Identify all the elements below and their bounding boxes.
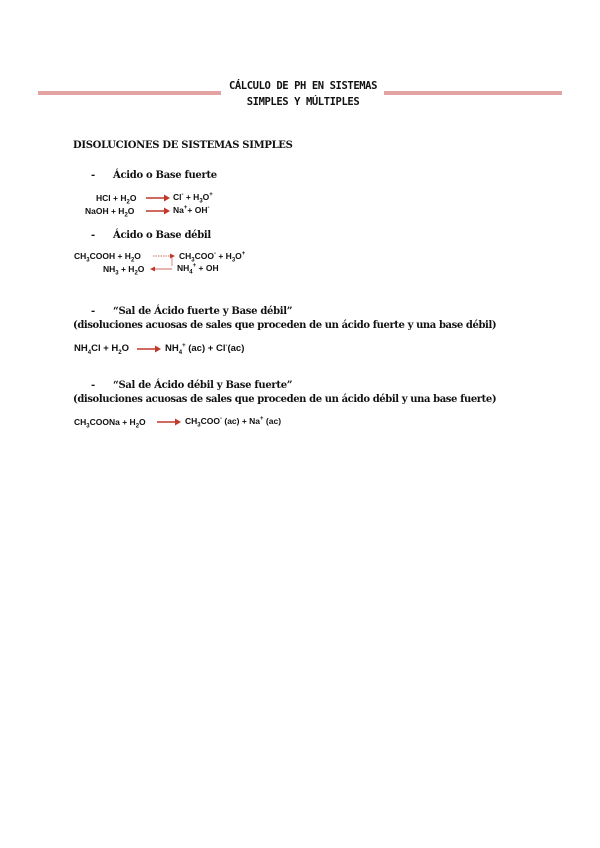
eq-naoh-products: Na++ OH- — [173, 205, 210, 215]
eq-naoh-reactants: NaOH + $H_2O$ — [85, 206, 135, 219]
section-heading: DISOLUCIONES DE SISTEMAS SIMPLES — [73, 140, 293, 151]
bullet-dash: - — [91, 170, 95, 181]
bullet-dash: - — [91, 380, 95, 391]
eq-acetic-reactants: $CH_3COOH + H_2O$ — [74, 251, 141, 264]
eq-nh3-products: $NH_4^+$ + OH — [177, 263, 219, 276]
eq-nh4cl-products: $NH_4^+$ (ac) + Cl-(ac) — [165, 342, 245, 356]
bullet-dash: - — [91, 306, 95, 317]
eq-acona-reactants: $CH_3COONa + H_2O$ — [74, 417, 146, 430]
eq-nh3-reactants: $NH_3 + H_2O$ — [103, 264, 145, 277]
bullet-salt-1-label: “Sal de Ácido fuerte y Base débil” — [113, 306, 293, 317]
eq-acona-products: $CH_3COO^-$ (ac) + Na+ (ac) — [185, 416, 282, 429]
reaction-arrow-icon — [146, 194, 170, 202]
eq-hcl-products: $Cl^- + H_3O^+$ — [173, 192, 213, 205]
equilibrium-arrow-icon — [150, 265, 174, 273]
page-title-line-2: SIMPLES Y MÚLTIPLES — [246, 96, 360, 108]
bullet-salt-2-note: (disoluciones acuosas de sales que proceden de un ácido débil y una base fuerte) — [73, 394, 497, 405]
page-title-line-1: CÁLCULO DE PH EN SISTEMAS — [228, 80, 378, 92]
bullet-strong-label: Ácido o Base fuerte — [113, 170, 217, 181]
bullet-salt-2-label: “Sal de Ácido débil y Base fuerte” — [113, 380, 293, 391]
reaction-arrow-icon — [157, 418, 181, 426]
bullet-dash: - — [91, 230, 95, 241]
reaction-arrow-icon — [146, 207, 170, 215]
bullet-salt-1-note: (disoluciones acuosas de sales que proceden de un ácido fuerte y una base débil) — [73, 320, 497, 331]
eq-nh4cl-reactants: $NH_4Cl + H_2O$ — [74, 343, 129, 356]
eq-hcl-reactants: HCl + $H_2O$ — [96, 193, 137, 206]
eq-acetic-products: $CH_3COO^- + H_3O^+$ — [179, 251, 246, 264]
bullet-weak-label: Ácido o Base débil — [113, 230, 211, 241]
reaction-arrow-icon — [137, 345, 161, 353]
